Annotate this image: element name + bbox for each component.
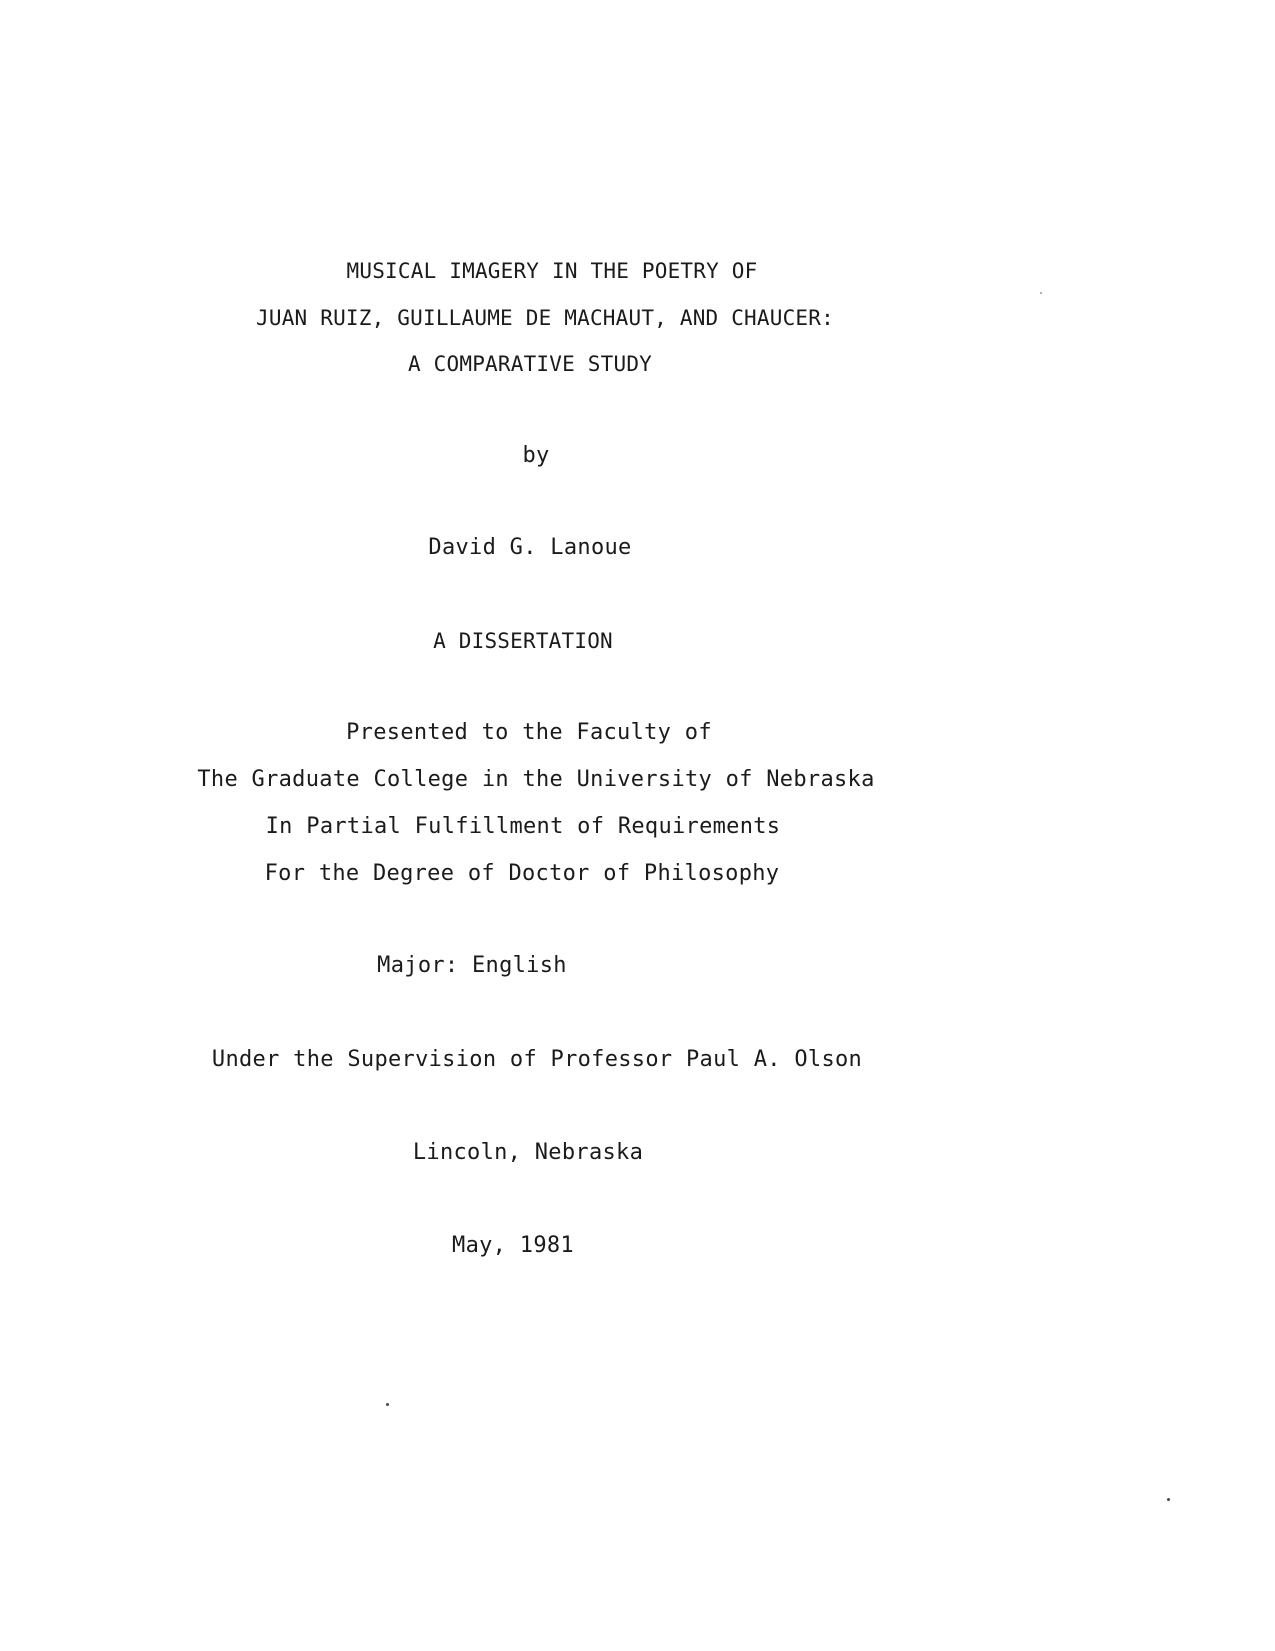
document-type: A DISSERTATION [433,629,613,653]
date-line: May, 1981 [452,1233,574,1258]
presentation-line-3: In Partial Fulfillment of Requirements [265,814,781,839]
scan-speck [1040,292,1042,294]
scan-speck [386,1403,389,1406]
presentation-line-1: Presented to the Faculty of [346,720,712,745]
presentation-line-2: The Graduate College in the University of Nebraska [197,767,875,792]
place-line: Lincoln, Nebraska [412,1140,644,1165]
major-line: Major: English [377,953,567,978]
presentation-line-4: For the Degree of Doctor of Philosophy [264,861,780,886]
supervision-line: Under the Supervision of Professor Paul A. Olson [211,1047,863,1072]
author-name: David G. Lanoue [428,535,632,560]
scan-speck [1167,1498,1170,1501]
by-line: by [522,443,550,468]
title-line-1: MUSICAL IMAGERY IN THE POETRY OF [346,259,758,283]
title-line-2: JUAN RUIZ, GUILLAUME DE MACHAUT, AND CHAUCER: [256,306,834,330]
title-line-3: A COMPARATIVE STUDY [407,352,653,376]
